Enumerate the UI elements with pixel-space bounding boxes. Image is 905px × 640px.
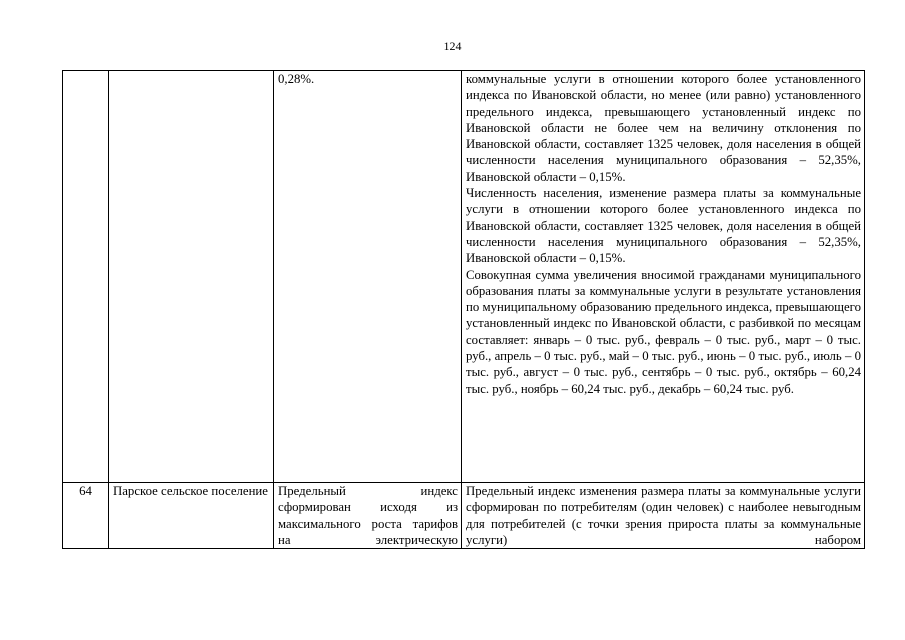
justification-text-cell xyxy=(462,483,865,549)
row-number-cell: 64 xyxy=(63,483,109,549)
municipality-name-cell: Парское сельское поселение xyxy=(109,483,274,549)
justification-paragraph: Предельный индекс изменения размера платы за коммунальные услуги сформирован по потребителям (один человек) с наиболее невыгодным для потребителей (с точки зрения прироста платы за коммунальные услуги) набором xyxy=(466,484,861,547)
document-table xyxy=(62,70,865,549)
table-row xyxy=(63,71,865,483)
justification-paragraph: Численность населения, изменение размера платы за коммунальные услуги в отношении которого более установленного индекса по Ивановской области, составляет 1325 человек, доля населения в общей численности населения муниципального образования – 52,35%, Ивановской области – 0,15%. xyxy=(466,186,861,266)
justification-paragraph: коммунальные услуги в отношении которого более установленного индекса по Ивановской области, но менее (или равно) установленного предельного индекса, превышающего установленный индекс по Ивановской области не более чем на величину отклонения по Ивановской области, составляет 1325 человек, доля населения в общей численности населения муниципального образования – 52,35%, Ивановской области – 0,15%. xyxy=(466,72,861,184)
table-row xyxy=(63,483,865,549)
page-number: 124 xyxy=(443,39,462,53)
index-description-cell: Предельный индекс сформирован исходя из максимального роста тарифов на электрическую xyxy=(274,483,462,549)
justification-paragraph: Совокупная сумма увеличения вносимой гражданами муниципального образования платы за коммунальные услуги в результате установления по муниципальному образованию предельного индекса, превышающего установленный индекс по Ивановской области, с разбивкой по месяцам составляет: январь – 0 тыс. руб., февраль – 0 тыс. руб., март – 0 тыс. руб., апрель – 0 тыс. руб., май – 0 тыс. руб., июнь – 0 тыс. руб., июль – 0 тыс. руб., август – 0 тыс. руб., сентябрь – 0 тыс. руб., октябрь – 60,24 тыс. руб., ноябрь – 60,24 тыс. руб., декабрь – 60,24 тыс. руб. xyxy=(466,267,861,396)
row-number-cell xyxy=(63,71,109,483)
justification-text-cell xyxy=(462,71,865,483)
index-description-cell: 0,28%. xyxy=(274,71,462,483)
municipality-name-cell xyxy=(109,71,274,483)
